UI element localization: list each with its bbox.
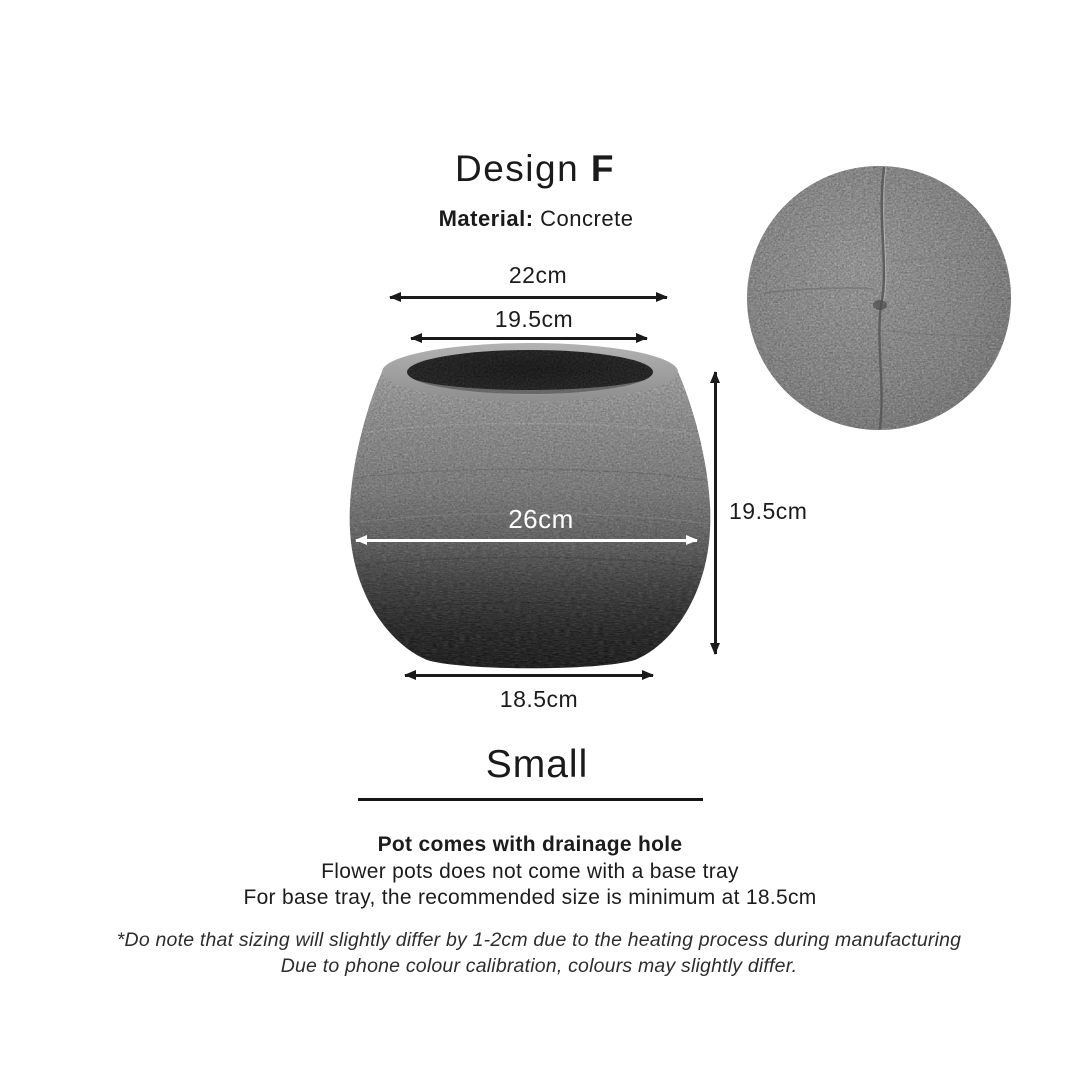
dim-label-height: 19.5cm: [729, 498, 808, 524]
disclaimer-sizing: *Do note that sizing will slightly differ by 1-2cm due to the heating process during manufacturing: [116, 929, 962, 951]
material-line: [439, 206, 634, 232]
dim-label-belly: 26cm: [508, 504, 574, 534]
note-base-tray: Flower pots does not come with a base tray: [321, 860, 739, 883]
material-label: Material:: [438, 206, 534, 231]
material-value: Concrete: [533, 206, 634, 231]
dim-arrow-base: [405, 674, 653, 677]
page-title-prefix: Design: [454, 148, 591, 189]
page-title: [455, 148, 615, 190]
dim-label-top-outer: 22cm: [508, 262, 568, 288]
note-drainage: Pot comes with drainage hole: [377, 833, 683, 856]
dim-arrow-top-outer: [390, 296, 667, 299]
dim-arrow-height: [714, 372, 717, 654]
disclaimer-colour: Due to phone colour calibration, colours may slightly differ.: [280, 955, 798, 977]
dim-label-top-inner: 19.5cm: [494, 306, 574, 332]
size-label: Small: [485, 743, 589, 786]
dim-arrow-belly: [356, 539, 697, 542]
size-divider: [358, 798, 703, 801]
page-title-design-letter: F: [590, 148, 616, 189]
note-tray-size: For base tray, the recommended size is minimum at 18.5cm: [243, 886, 817, 909]
dim-label-base: 18.5cm: [499, 686, 579, 712]
concrete-texture-closeup: [746, 165, 1012, 431]
